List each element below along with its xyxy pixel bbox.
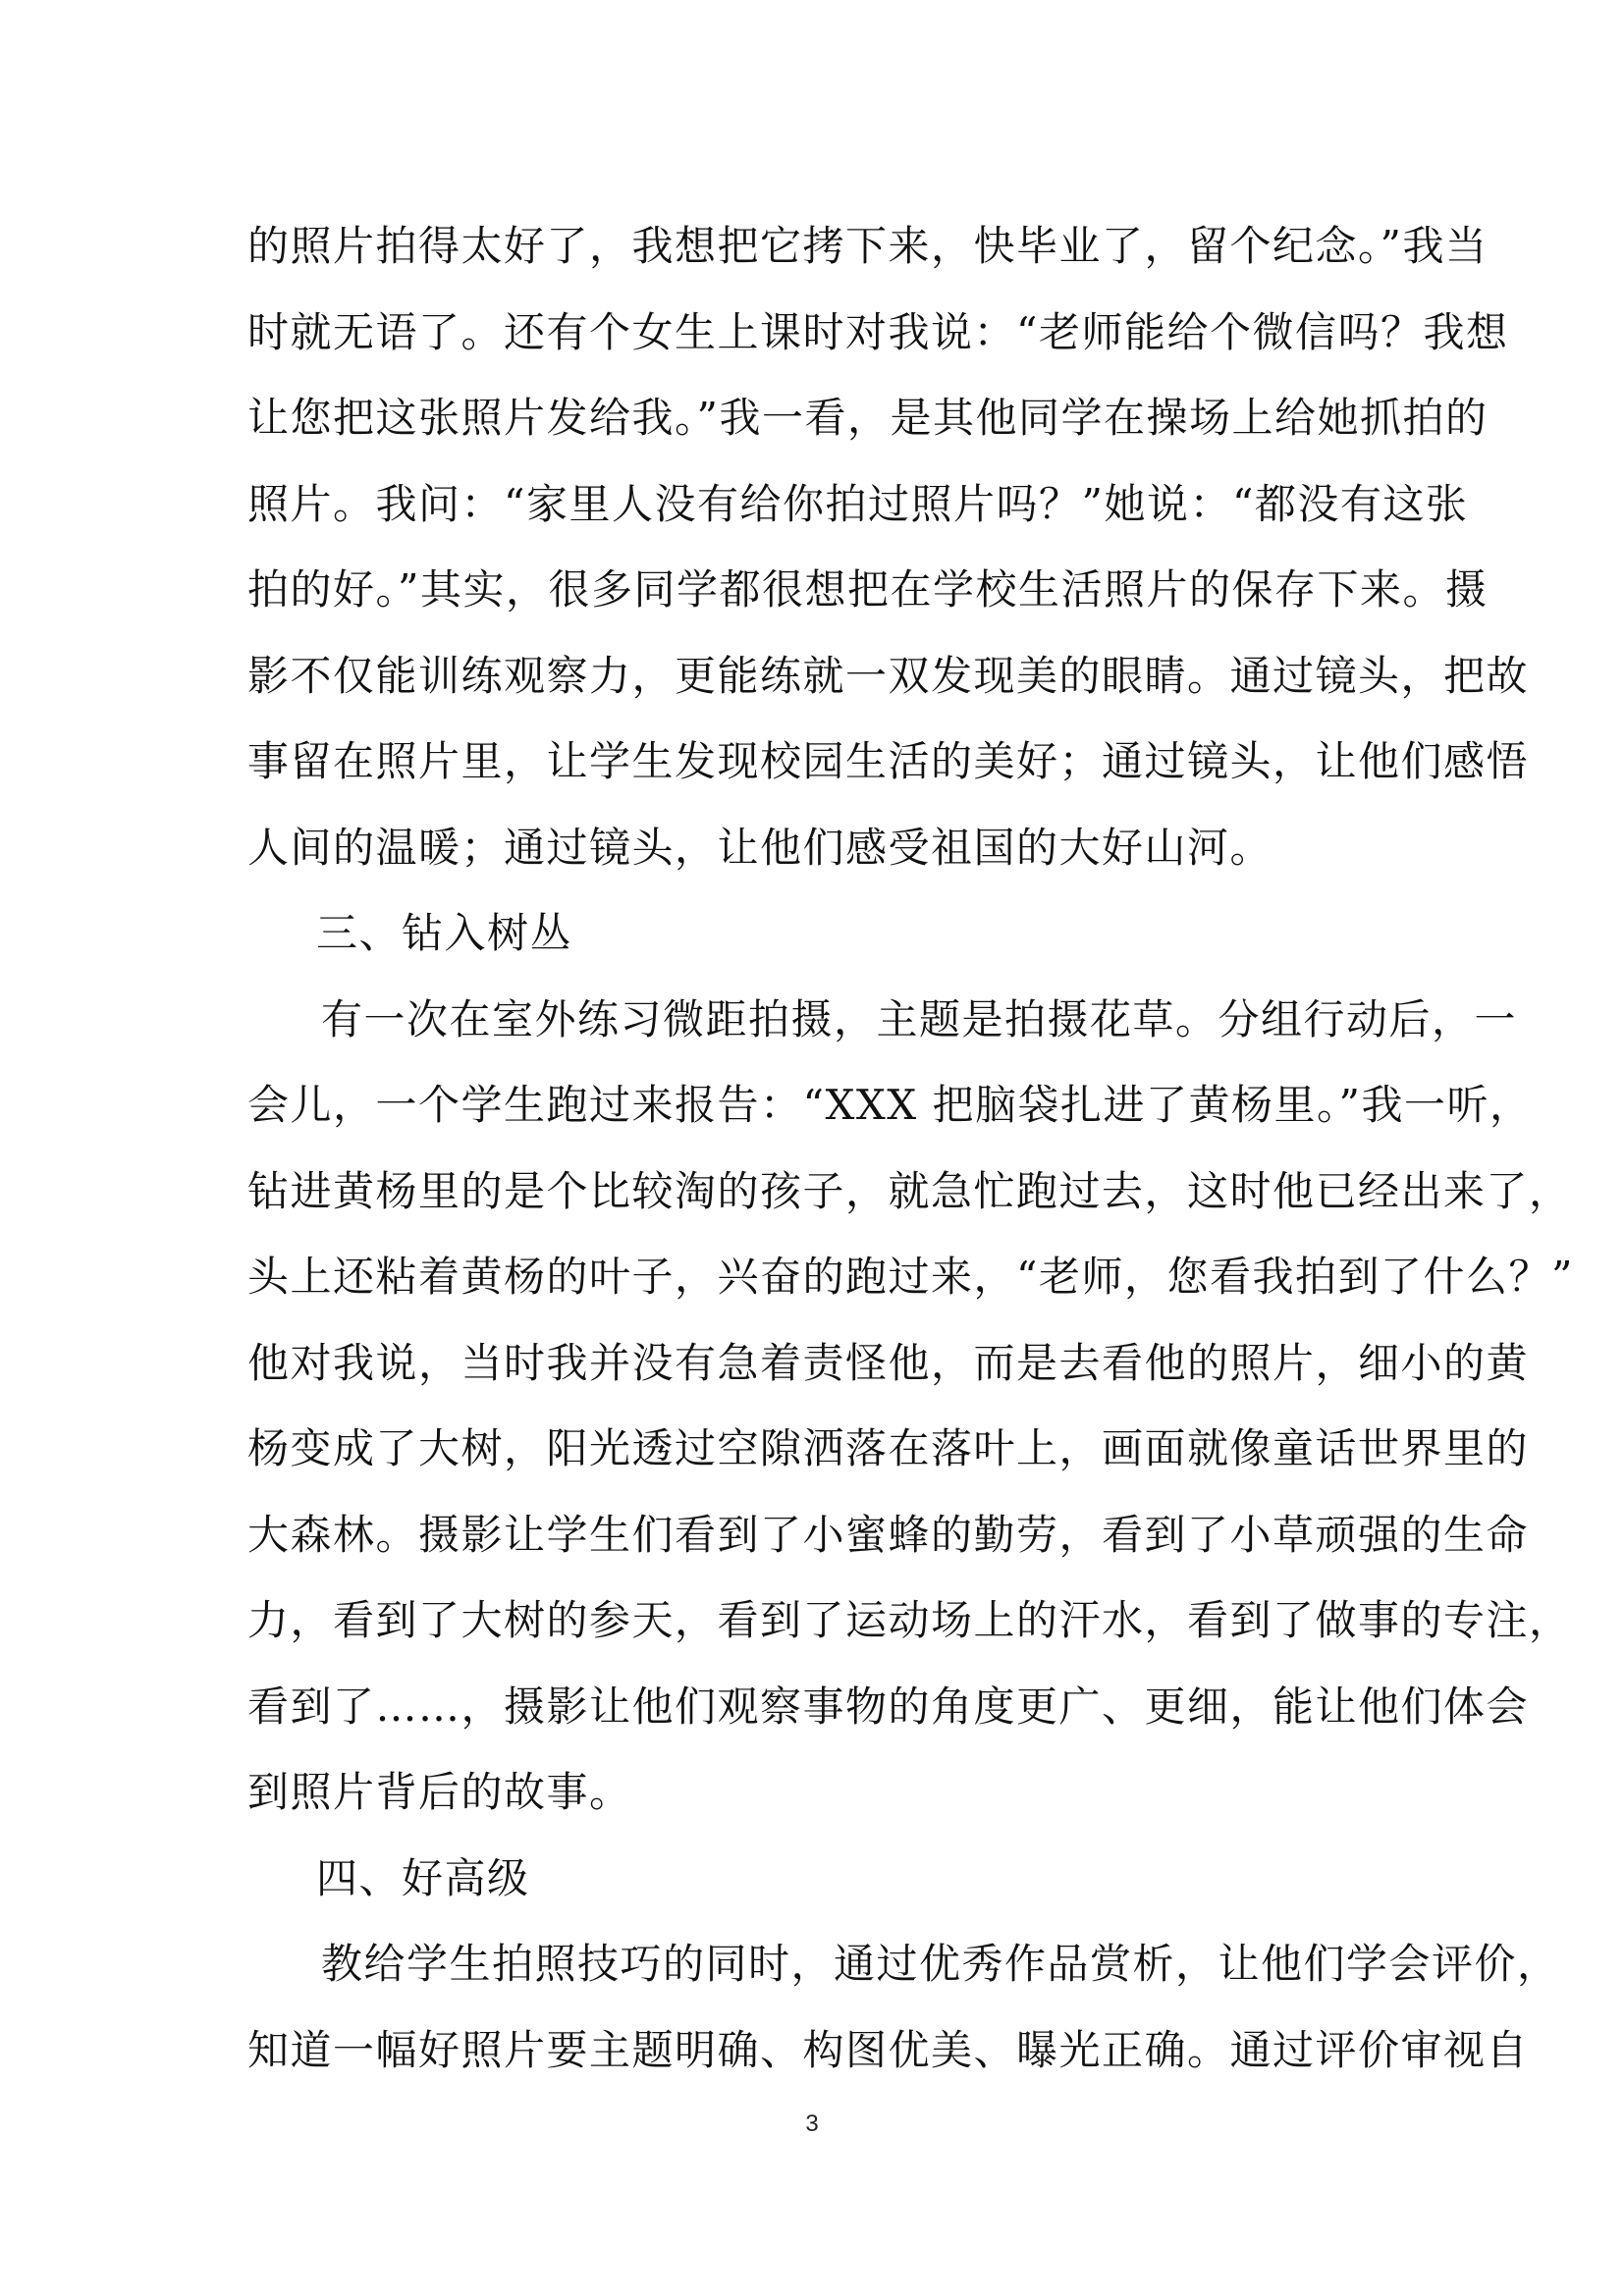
- text-line: 知道一幅好照片要主题明确、构图优美、曝光正确。通过评价审视自: [247, 2025, 1530, 2074]
- text-line: 钻进黄杨里的是个比较淘的孩子，就急忙跑过去，这时他已经出来了，: [247, 1166, 1572, 1215]
- text-line: 拍的好。”其实，很多同学都很想把在学校生活照片的保存下来。摄: [247, 565, 1489, 614]
- page-number: 3: [805, 2110, 819, 2137]
- text-line: 时就无语了。还有个女生上课时对我说：“老师能给个微信吗？我想: [247, 307, 1509, 356]
- text-line: 事留在照片里，让学生发现校园生活的美好；通过镜头，让他们感悟: [247, 737, 1530, 785]
- text-line: 有一次在室外练习微距拍摄，主题是拍摄花草。分组行动后，一: [321, 994, 1518, 1043]
- section-heading: 四、好高级: [316, 1853, 530, 1902]
- text-line: 杨变成了大树，阳光透过空隙洒落在落叶上，画面就像童话世界里的: [247, 1424, 1530, 1472]
- text-line: 他对我说，当时我并没有急着责怪他，而是去看他的照片，细小的黄: [247, 1338, 1530, 1387]
- text-line: 到照片背后的故事。: [247, 1768, 632, 1816]
- text-line: 看到了……，摄影让他们观察事物的角度更广、更细，能让他们体会: [247, 1682, 1530, 1731]
- text-line: 的照片拍得太好了，我想把它拷下来，快毕业了，留个纪念。”我当: [247, 222, 1489, 270]
- body-text: [247, 203, 1574, 2093]
- text-line: 人间的温暖；通过镜头，让他们感受祖国的大好山河。: [247, 823, 1273, 872]
- text-line: 教给学生拍照技巧的同时，通过优秀作品赏析，让他们学会评价，: [321, 1940, 1560, 1988]
- text-line: 头上还粘着黄杨的叶子，兴奋的跑过来，“老师，您看我拍到了什么？”: [247, 1253, 1574, 1301]
- text-line: 会儿，一个学生跑过来报告：“XXX 把脑袋扎进了黄杨里。”我一听，: [247, 1081, 1533, 1129]
- text-line: 大森林。摄影让学生们看到了小蜜蜂的勤劳，看到了小草顽强的生命: [247, 1510, 1530, 1559]
- text-line: 力，看到了大树的参天，看到了运动场上的汗水，看到了做事的专注，: [247, 1596, 1572, 1644]
- section-heading: 三、钻入树丛: [316, 909, 573, 957]
- text-line: 照片。我问：“家里人没有给你拍过照片吗？”她说：“都没有这张: [247, 479, 1469, 528]
- text-line: 让您把这张照片发给我。”我一看，是其他同学在操场上给她抓拍的: [247, 394, 1489, 442]
- text-line: 影不仅能训练观察力，更能练就一双发现美的眼睛。通过镜头，把故: [247, 651, 1530, 700]
